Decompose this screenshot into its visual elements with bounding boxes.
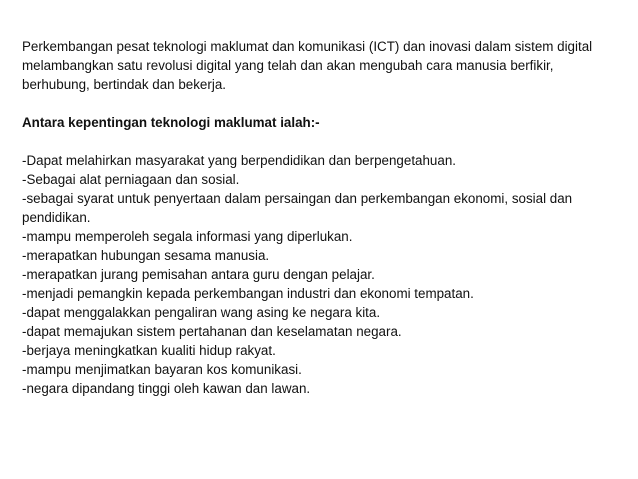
list-item: -Sebagai alat perniagaan dan sosial. <box>22 172 240 187</box>
list-item: -menjadi pemangkin kepada perkembangan industri dan ekonomi tempatan. <box>22 286 474 301</box>
list-item: -sebagai syarat untuk penyertaan dalam persaingan dan perkembangan ekonomi, sosial dan pendidikan. <box>22 191 573 225</box>
list-item: -mampu menjimatkan bayaran kos komunikasi. <box>22 362 302 377</box>
list-item: -berjaya meningkatkan kualiti hidup rakyat. <box>22 343 276 358</box>
list-item: -mampu memperoleh segala informasi yang diperlukan. <box>22 229 353 244</box>
intro-paragraph: Perkembangan pesat teknologi maklumat dan komunikasi (ICT) dan inovasi dalam sistem digital melambangkan satu revolusi digital yang telah dan akan mengubah cara manusia berfikir, berhubung, bertindak dan bekerja. <box>22 39 593 92</box>
list-item: -merapatkan jurang pemisahan antara guru dengan pelajar. <box>22 267 375 282</box>
importance-list <box>22 151 618 398</box>
list-item: -dapat memajukan sistem pertahanan dan keselamatan negara. <box>22 324 402 339</box>
list-item: -negara dipandang tinggi oleh kawan dan lawan. <box>22 381 311 396</box>
list-item: -Dapat melahirkan masyarakat yang berpendidikan dan berpengetahuan. <box>22 153 456 168</box>
text-body <box>22 37 618 398</box>
list-item: -merapatkan hubungan sesama manusia. <box>22 248 270 263</box>
list-item: -dapat menggalakkan pengaliran wang asing ke negara kita. <box>22 305 381 320</box>
section-heading: Antara kepentingan teknologi maklumat ialah:- <box>22 115 320 130</box>
